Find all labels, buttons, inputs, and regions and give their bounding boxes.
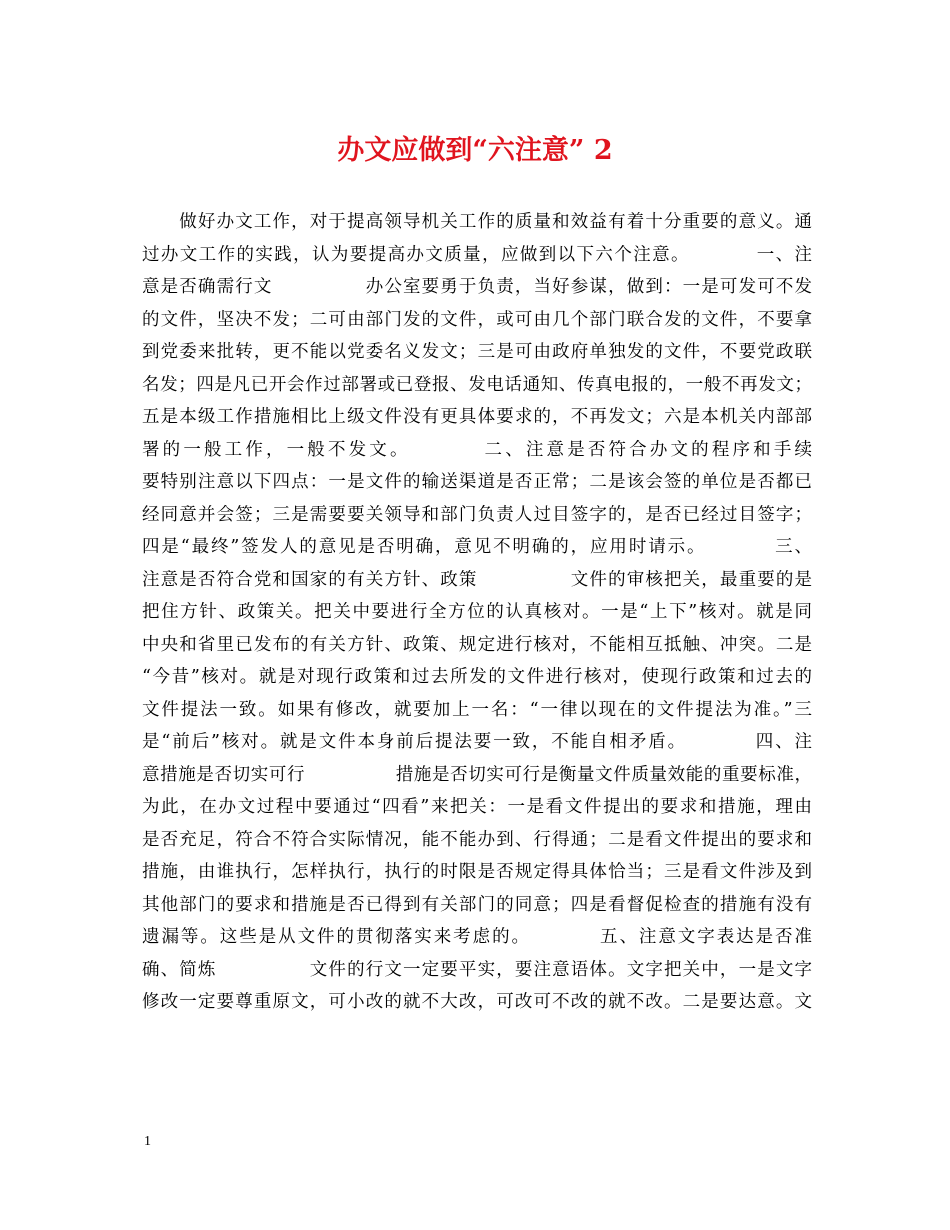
body-line: 注意是否符合党和国家的有关方针、政策 文件的审核把关，最重要的是	[142, 569, 812, 590]
body-line: 意措施是否切实可行 措施是否切实可行是衡量文件质量效能的重要标准，	[142, 764, 812, 785]
body-line: 是“前后”核对。就是文件本身前后提法要一致，不能自相矛盾。 四、注	[142, 732, 812, 752]
body-line: 确、简炼 文件的行文一定要平实，要注意语体。文字把关中，一是文字	[142, 959, 812, 980]
body-line: 修改一定要尊重原文，可小改的就不大改，可改可不改的就不改。二是要达意。文	[142, 992, 812, 1012]
body-line: 为此，在办文过程中要通过“四看”来把关：一是看文件提出的要求和措施，理由	[142, 797, 812, 817]
body-line: 做好办文工作，对于提高领导机关工作的质量和效益有着十分重要的意义。通	[142, 212, 812, 232]
body-line: 名发；四是凡已开会作过部署或已登报、发电话通知、传真电报的，一般不再发文；	[142, 374, 812, 395]
body-line: 署的一般工作，一般不发文。 二、注意是否符合办文的程序和手续	[142, 439, 812, 460]
page-number: 1	[144, 1134, 151, 1149]
body-line: 要特别注意以下四点：一是文件的输送渠道是否正常；二是该会签的单位是否都已	[142, 472, 812, 492]
body-line: 把住方针、政策关。把关中要进行全方位的认真核对。一是“上下”核对。就是同	[142, 602, 812, 622]
body-line: 其他部门的要求和措施是否已得到有关部门的同意；四是看督促检查的措施有没有	[142, 894, 812, 915]
body-line: 意是否确需行文 办公室要勇于负责，当好参谋，做到：一是可发可不发	[142, 277, 812, 297]
body-line: 的文件，坚决不发；二可由部门发的文件，或可由几个部门联合发的文件，不要拿	[142, 309, 812, 330]
body-line: 过办文工作的实践，认为要提高办文质量，应做到以下六个注意。 一、注	[142, 244, 812, 265]
body-line: 经同意并会签；三是需要要关领导和部门负责人过目签字的，是否已经过目签字；	[142, 504, 812, 525]
body-line: 四是“最终”签发人的意见是否明确，意见不明确的，应用时请示。 三、	[142, 537, 812, 557]
body-line: 五是本级工作措施相比上级文件没有更具体要求的，不再发文；六是本机关内部部	[142, 407, 812, 427]
body-line: 遗漏等。这些是从文件的贯彻落实来考虑的。 五、注意文字表达是否准	[142, 927, 812, 947]
body-line: 是否充足，符合不符合实际情况，能不能办到、行得通；二是看文件提出的要求和	[142, 829, 812, 850]
body-line: 到党委来批转，更不能以党委名义发文；三是可由政府单独发的文件，不要党政联	[142, 342, 812, 362]
body-line: 文件提法一致。如果有修改，就要加上一名：“一律以现在的文件提法为准。”三	[142, 699, 812, 720]
body-line: 措施，由谁执行，怎样执行，执行的时限是否规定得具体恰当；三是看文件涉及到	[142, 862, 812, 882]
body-line: 中央和省里已发布的有关方针、政策、规定进行核对，不能相互抵触、冲突。二是	[142, 634, 812, 655]
document-title: 办文应做到“六注意” 2	[337, 135, 613, 166]
body-line: “今昔”核对。就是对现行政策和过去所发的文件进行核对，使现行政策和过去的	[142, 667, 812, 687]
document-body	[142, 206, 812, 1019]
